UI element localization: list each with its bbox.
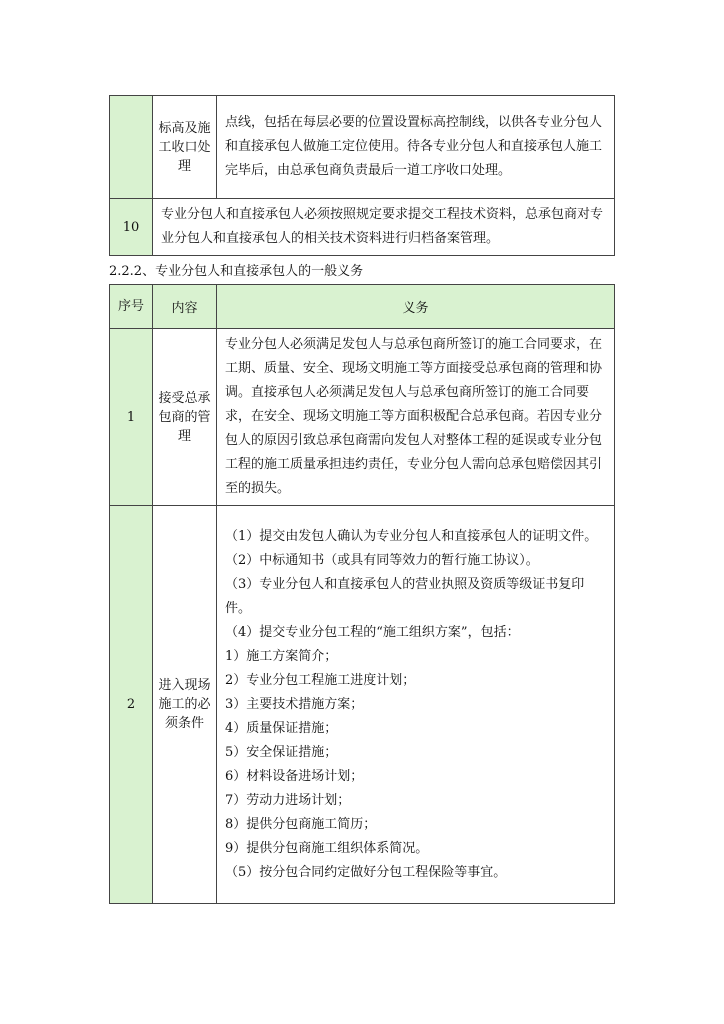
number-cell: 2 [110,506,153,904]
list-item: 8）提供分包商施工简历； [225,816,377,832]
header-seq: 序号 [110,285,153,329]
list-item: （1）提交由发包人确认为专业分包人和直接承包人的证明文件。 [225,528,598,544]
category-cell: 接受总承包商的管理 [153,329,217,506]
header-content: 内容 [153,285,217,329]
table-row [110,329,615,506]
list-item: 6）材料设备进场计划； [225,768,364,784]
table-row [110,506,615,904]
list-item: 7）劳动力进场计划； [225,792,351,808]
content-cell: 点线，包括在每层必要的位置设置标高控制线，以供各专业分包人和直接承包人做施工定位使用。待各专业分包人和直接承包人施工完毕后，由总承包商负责最后一道工序收口处理。 [217,96,615,199]
list-item: 3）主要技术措施方案； [225,696,364,712]
list-item: 9）提供分包商施工组织体系简况。 [225,840,429,856]
continued-table [109,95,615,256]
list-item: （5）按分包合同约定做好分包工程保险等事宜。 [225,864,507,880]
list-item: 5）安全保证措施； [225,744,338,760]
content-cell: 专业分包人和直接承包人必须按照规定要求提交工程技术资料，总承包商对专业分包人和直接承包人的相关技术资料进行归档备案管理。 [153,199,615,256]
category-cell: 标高及施工收口处理 [153,96,217,199]
section-heading: 2.2.2、专业分包人和直接承包人的一般义务 [109,264,364,279]
list-item: （4）提交专业分包工程的“施工组织方案”，包括： [225,624,520,640]
number-cell: 1 [110,329,153,506]
category-cell: 进入现场施工的必须条件 [153,506,217,904]
obligations-table [109,284,615,904]
header-duty: 义务 [217,285,615,329]
list-item: 4）质量保证措施； [225,720,338,736]
table-row [110,199,615,256]
number-cell: 10 [110,199,153,256]
table-row [110,96,615,199]
duty-cell: 专业分包人必须满足发包人与总承包商所签订的施工合同要求，在工期、质量、安全、现场文明施工等方面接受总承包商的管理和协调。直接承包人必须满足发包人与总承包商所签订的施工合同要求，在安全、现场文明施工等方面积极配合总承包商。若因专业分包人的原因引致总承包商需向发包人对整体工程的延误或专业分包工程的施工质量承担违约责任，专业分包人需向总承包赔偿因其引至的损失。 [217,329,615,506]
table-header-row [110,285,615,329]
number-cell [110,96,153,199]
list-item: 2）专业分包工程施工进度计划； [225,672,416,688]
list-item: （3）专业分包人和直接承包人的营业执照及资质等级证书复印件。 [225,576,585,616]
list-item: （2）中标通知书（或具有同等效力的暂行施工协议）。 [225,552,539,568]
duty-cell [217,506,615,904]
list-item: 1）施工方案简介； [225,648,338,664]
